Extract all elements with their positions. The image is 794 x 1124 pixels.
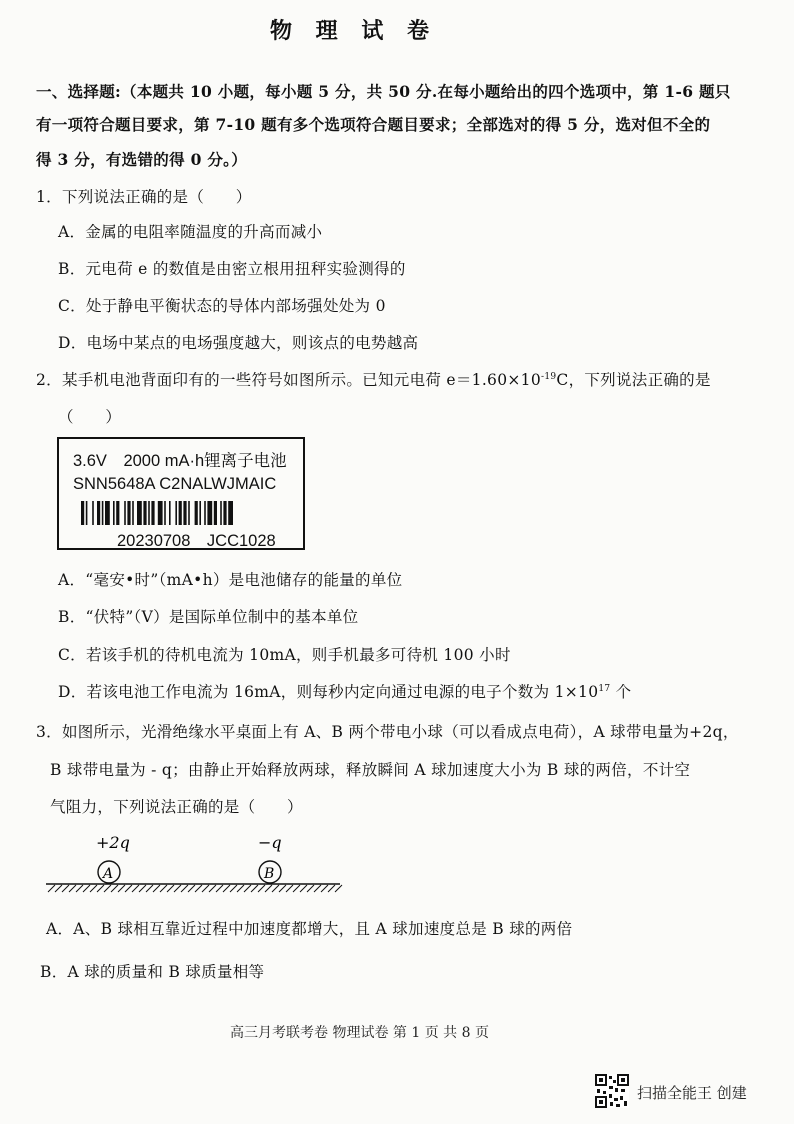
page-title: 物 理 试 卷 [270, 18, 437, 44]
question-2-option-a: A．“毫安•时”（mA•h）是电池储存的能量的单位 [58, 571, 403, 589]
table-hatching [48, 885, 342, 892]
battery-serial: SNN5648A C2NALWJMAIC [73, 475, 277, 493]
question-2-answer-paren: （ ） [58, 408, 122, 426]
ball-a-label: A [103, 866, 114, 882]
battery-spec: 3.6V 2000 mA·h锂离子电池 [73, 452, 287, 470]
question-2-option-c: C．若该手机的待机电流为 10mA，则手机最多可待机 100 小时 [58, 646, 511, 664]
question-1-option-b: B．元电荷 e 的数值是由密立根用扭秤实验测得的 [58, 260, 406, 278]
electron-count-exponent: 17 [598, 683, 611, 694]
battery-label-figure [57, 437, 305, 550]
charge-b-label: −q [258, 833, 282, 852]
question-1-option-a: A．金属的电阻率随温度的升高而减小 [58, 223, 323, 241]
question-1-option-c: C．处于静电平衡状态的导体内部场强处处为 0 [58, 297, 386, 315]
charged-balls-figure [40, 826, 350, 898]
charge-a-label: +2q [96, 833, 130, 852]
question-2-option-d-tail: 个 [610, 683, 632, 701]
charge-exponent: -19 [541, 371, 557, 382]
question-3-option-a: A．A、B 球相互靠近过程中加速度都增大，且 A 球加速度总是 B 球的两倍 [46, 920, 573, 938]
scanner-watermark [595, 1074, 775, 1110]
scanner-app-label: 扫描全能王 创建 [637, 1084, 747, 1102]
question-3-option-b: B．A 球的质量和 B 球质量相等 [40, 963, 265, 981]
page-footer: 高三月考联考卷 物理试卷 第 1 页 共 8 页 [230, 1025, 489, 1041]
section-instructions-line1: 一、选择题:（本题共 10 小题，每小题 5 分，共 50 分.在每小题给出的四个选项中，第 1-6 题只 [36, 82, 731, 101]
question-2-stem-tail: C，下列说法正确的是 [556, 371, 711, 389]
question-3-line1: 3．如图所示，光滑绝缘水平桌面上有 A、B 两个带电小球（可以看成点电荷），A 球带电量为+2q， [36, 723, 739, 741]
question-1-stem: 1．下列说法正确的是（ ） [36, 188, 252, 206]
barcode-icon [81, 501, 293, 525]
battery-date-code: 20230708 JCC1028 [117, 532, 276, 550]
section-instructions-line3: 得 3 分，有选错的得 0 分。） [36, 150, 248, 169]
question-3-line2: B 球带电量为 - q；由静止开始释放两球，释放瞬间 A 球加速度大小为 B 球的两倍，不计空 [50, 761, 691, 779]
qr-code-icon [595, 1074, 629, 1108]
question-3-line3: 气阻力，下列说法正确的是（ ） [50, 798, 303, 816]
ball-b-label: B [264, 866, 275, 882]
question-2-stem-text: 2．某手机电池背面印有的一些符号如图所示。已知元电荷 e＝1.60×10 [36, 371, 541, 389]
question-1-option-d: D．电场中某点的电场强度越大，则该点的电势越高 [58, 334, 419, 352]
question-2-option-b: B．“伏特”（V）是国际单位制中的基本单位 [58, 608, 359, 626]
question-2-option-d-text: D．若该电池工作电流为 16mA，则每秒内定向通过电源的电子个数为 1×10 [58, 683, 599, 701]
question-2-option-d [58, 680, 631, 702]
section-instructions-line2: 有一项符合题目要求，第 7-10 题有多个选项符合题目要求；全部选对的得 5 分，选对但不全的 [36, 115, 711, 134]
question-2-stem [36, 368, 711, 390]
